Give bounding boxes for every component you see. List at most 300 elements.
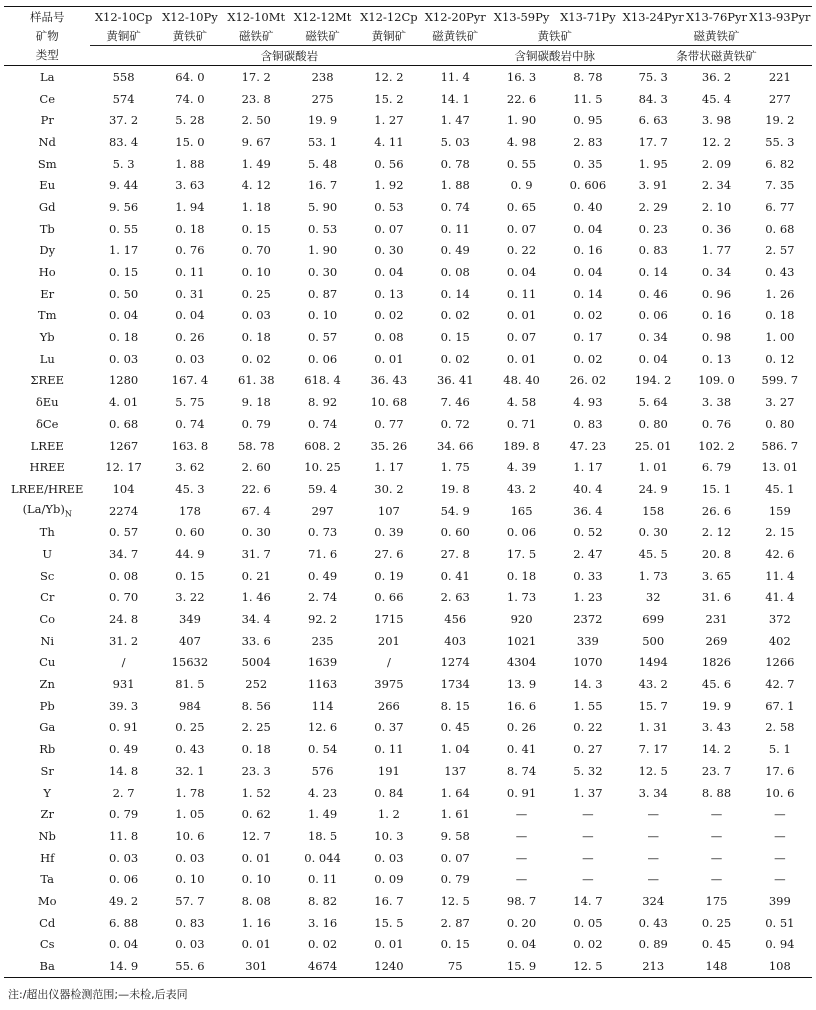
table-cell: 500: [642, 633, 665, 648]
table-cell: 1. 17: [108, 243, 139, 258]
table-cell: 17. 7: [638, 134, 668, 149]
table-cell: 1. 90: [506, 113, 537, 128]
table-cell: 0. 11: [506, 286, 537, 301]
row-label: [4, 66, 90, 88]
sample-header: X13-24Pyr: [622, 9, 684, 24]
table-cell: 0. 09: [374, 872, 404, 887]
table-cell: 0. 65: [506, 199, 537, 214]
table-cell: 3. 65: [701, 568, 732, 583]
row-label: [4, 890, 90, 912]
table-cell: 1. 47: [440, 113, 470, 128]
table-cell: 15. 1: [701, 481, 732, 496]
table-cell: 0. 11: [307, 872, 338, 887]
table-row: [4, 370, 812, 392]
table-cell: 167. 4: [171, 373, 209, 388]
table-cell: 0. 30: [307, 265, 338, 280]
table-cell: 0. 25: [701, 915, 732, 930]
table-cell: 558: [112, 69, 135, 84]
row-label: [4, 868, 90, 890]
table-cell: 0. 08: [108, 568, 139, 583]
table-row: [4, 88, 812, 110]
table-cell: 0. 18: [765, 308, 795, 323]
table-cell: 0. 01: [241, 937, 271, 952]
table-cell: —: [582, 828, 594, 843]
table-cell: 0. 07: [374, 221, 404, 236]
table-cell: 0. 74: [440, 199, 470, 214]
table-cell: 75: [422, 955, 488, 977]
table-cell: 16. 3: [506, 69, 537, 84]
table-cell: 1715: [374, 612, 404, 627]
row-label-text: Cs: [39, 937, 55, 952]
table-cell: 74. 0: [175, 91, 205, 106]
table-cell: 2. 12: [701, 525, 732, 540]
table-cell: 1. 88: [440, 178, 470, 193]
table-cell: 1. 95: [638, 156, 668, 171]
row-label: [4, 174, 90, 196]
table-cell: 12. 5: [440, 893, 470, 908]
table-cell: 0. 08: [374, 330, 404, 345]
table-cell: 1. 64: [440, 785, 470, 800]
table-cell: 0. 22: [573, 720, 603, 735]
row-label-text: Eu: [39, 178, 56, 193]
table-cell: 0. 02: [307, 937, 338, 952]
table-cell: 39. 3: [108, 698, 139, 713]
table-row: [4, 543, 812, 565]
table-cell: 201: [377, 633, 400, 648]
row-label: [4, 500, 90, 522]
table-row: [4, 868, 812, 890]
table-cell: 1266: [765, 655, 795, 670]
row-label-text: Zr: [40, 807, 54, 822]
table-cell: 301: [223, 955, 289, 977]
table-cell: 0. 20: [506, 915, 537, 930]
table-cell: 55. 6: [157, 955, 223, 977]
header-row-sample: [4, 7, 812, 27]
table-cell: 17. 6: [765, 763, 795, 778]
table-cell: 14. 7: [573, 893, 603, 908]
sample-header: X13-76Pyr: [685, 9, 748, 24]
table-cell: 0. 78: [440, 156, 470, 171]
table-row: [4, 760, 812, 782]
row-label-text: Lu: [39, 351, 55, 366]
row-label-text: Ho: [38, 265, 56, 280]
table-cell: 71. 6: [307, 546, 338, 561]
table-cell: 165: [510, 503, 533, 518]
table-cell: 0. 19: [374, 568, 404, 583]
table-cell: 1. 52: [241, 785, 271, 800]
table-cell: 137: [444, 763, 467, 778]
table-cell: /: [121, 655, 126, 670]
table-cell: 0. 04: [175, 308, 205, 323]
row-label: [4, 196, 90, 218]
row-label: [4, 478, 90, 500]
table-cell: 0. 03: [108, 850, 139, 865]
table-cell: 399: [768, 893, 791, 908]
table-cell: 0. 96: [701, 286, 732, 301]
table-cell: 54. 9: [440, 503, 470, 518]
row-label-text: Pr: [40, 113, 54, 128]
table-row: [4, 348, 812, 370]
table-cell: 0. 06: [108, 872, 139, 887]
table-cell: 0. 14: [638, 265, 668, 280]
row-label: [4, 435, 90, 457]
table-cell: 0. 01: [374, 351, 404, 366]
table-cell: 599. 7: [761, 373, 799, 388]
table-cell: 2. 10: [701, 199, 732, 214]
row-label: [4, 326, 90, 348]
table-cell: 324: [642, 893, 665, 908]
table-cell: 0. 03: [108, 351, 139, 366]
table-cell: —: [774, 807, 786, 822]
table-cell: 11. 5: [573, 91, 603, 106]
table-cell: 2. 09: [701, 156, 732, 171]
table-cell: 0. 18: [241, 742, 271, 757]
table-cell: 3. 63: [175, 178, 205, 193]
row-label: [4, 608, 90, 630]
row-label: [4, 695, 90, 717]
table-cell: 0. 79: [440, 872, 470, 887]
header-mineral-label: 矿物: [35, 28, 59, 43]
sample-header: X13-71Py: [560, 9, 616, 24]
table-cell: —: [710, 828, 723, 843]
table-cell: 42. 7: [765, 677, 795, 692]
table-cell: 576: [311, 763, 334, 778]
table-cell: —: [647, 850, 659, 865]
table-cell: 0. 07: [506, 330, 537, 345]
table-cell: 0. 18: [108, 330, 139, 345]
mineral-header: 磁黄铁矿: [621, 26, 812, 46]
table-cell: 17. 5: [506, 546, 537, 561]
mineral-header: 黄铁矿: [157, 26, 223, 46]
table-cell: 26. 02: [569, 373, 607, 388]
table-cell: 0. 26: [506, 720, 537, 735]
table-cell: 2. 87: [440, 915, 470, 930]
table-cell: 0. 03: [241, 308, 271, 323]
table-body: [4, 66, 812, 978]
table-cell: 252: [245, 677, 268, 692]
table-cell: 3. 91: [638, 178, 668, 193]
row-label: [4, 456, 90, 478]
table-cell: 2. 74: [307, 590, 338, 605]
table-cell: 238: [311, 69, 334, 84]
table-cell: 18. 5: [307, 828, 338, 843]
table-row: [4, 847, 812, 869]
row-label-text: Ta: [40, 872, 55, 887]
table-row: [4, 435, 812, 457]
table-cell: 10. 3: [374, 828, 404, 843]
row-label-text: ΣREE: [30, 373, 64, 388]
table-cell: 0. 02: [573, 308, 603, 323]
table-cell: 0. 35: [573, 156, 603, 171]
table-cell: 1. 05: [175, 807, 205, 822]
table-cell: 11. 4: [440, 69, 470, 84]
table-cell: 0. 04: [506, 937, 537, 952]
table-cell: 31. 6: [701, 590, 732, 605]
table-row: [4, 934, 812, 956]
table-cell: 45. 5: [638, 546, 668, 561]
table-cell: —: [515, 807, 528, 822]
table-cell: 0. 01: [506, 351, 537, 366]
table-cell: 5. 28: [175, 113, 205, 128]
table-cell: 0. 11: [175, 265, 205, 280]
table-cell: 0. 15: [241, 221, 271, 236]
table-cell: 0. 12: [765, 351, 795, 366]
table-cell: 108: [748, 955, 812, 977]
table-cell: 0. 41: [440, 568, 470, 583]
table-cell: 194. 2: [634, 373, 672, 388]
table-cell: 0. 15: [440, 937, 470, 952]
table-cell: 0. 23: [638, 221, 668, 236]
table-cell: 0. 60: [440, 525, 470, 540]
table-cell: 0. 31: [175, 286, 205, 301]
table-cell: 34. 7: [108, 546, 139, 561]
table-cell: 0. 80: [765, 416, 795, 431]
table-cell: 0. 18: [175, 221, 205, 236]
table-cell: 34. 4: [241, 612, 271, 627]
table-cell: 3. 43: [701, 720, 732, 735]
table-cell: 0. 04: [573, 221, 603, 236]
table-cell: 2. 83: [573, 134, 603, 149]
table-cell: 349: [178, 612, 201, 627]
table-cell: 0. 68: [765, 221, 795, 236]
table-cell: 1. 01: [638, 460, 668, 475]
table-cell: 0. 41: [506, 742, 537, 757]
table-cell: 0. 01: [506, 308, 537, 323]
table-cell: 931: [112, 677, 135, 692]
table-cell: 4674: [289, 955, 355, 977]
table-cell: 15. 7: [638, 698, 668, 713]
table-cell: 0. 02: [440, 351, 470, 366]
table-row: [4, 803, 812, 825]
table-cell: 0. 91: [108, 720, 139, 735]
row-label: [4, 955, 90, 977]
table-cell: 0. 40: [573, 199, 603, 214]
table-cell: 0. 11: [440, 221, 470, 236]
table-cell: —: [774, 872, 786, 887]
row-label: [4, 652, 90, 674]
table-cell: 1. 78: [175, 785, 205, 800]
table-cell: 0. 50: [108, 286, 139, 301]
table-cell: 20. 8: [701, 546, 732, 561]
sample-header: X13-59Py: [493, 9, 550, 24]
table-cell: —: [515, 828, 528, 843]
table-cell: 0. 37: [374, 720, 404, 735]
table-cell: 3. 22: [175, 590, 205, 605]
table-cell: 1. 26: [765, 286, 795, 301]
table-cell: 148: [685, 955, 747, 977]
table-cell: 984: [178, 698, 201, 713]
table-cell: —: [647, 807, 659, 822]
table-cell: 6. 77: [765, 199, 795, 214]
table-cell: 2. 58: [765, 720, 795, 735]
table-cell: 23. 3: [241, 763, 271, 778]
table-cell: 16. 6: [506, 698, 537, 713]
table-cell: 1. 27: [374, 113, 404, 128]
table-row: [4, 717, 812, 739]
table-cell: 84. 3: [638, 91, 668, 106]
table-cell: 1280: [108, 373, 139, 388]
row-label: [4, 912, 90, 934]
table-cell: 36. 41: [436, 373, 474, 388]
table-cell: 2. 15: [765, 525, 795, 540]
table-cell: 1. 73: [638, 568, 668, 583]
row-label: [4, 391, 90, 413]
row-label: [4, 283, 90, 305]
table-cell: —: [774, 850, 786, 865]
row-label: [4, 370, 90, 392]
table-cell: 0. 66: [374, 590, 404, 605]
table-cell: 0. 72: [440, 416, 470, 431]
table-cell: 0. 89: [638, 937, 668, 952]
mineral-header: 黄铁矿: [488, 26, 621, 46]
table-cell: 0. 36: [701, 221, 732, 236]
table-cell: 191: [377, 763, 400, 778]
table-cell: —: [582, 850, 594, 865]
table-cell: 159: [768, 503, 791, 518]
table-cell: 36. 4: [573, 503, 603, 518]
table-cell: 92. 2: [307, 612, 338, 627]
table-cell: 8. 15: [440, 698, 470, 713]
table-row: [4, 218, 812, 240]
table-cell: 15632: [171, 655, 209, 670]
table-cell: 1. 94: [175, 199, 205, 214]
table-row: [4, 413, 812, 435]
table-cell: 15. 5: [374, 915, 404, 930]
mineral-header: 磁铁矿: [223, 26, 289, 46]
table-cell: 0. 11: [374, 742, 404, 757]
table-cell: 43. 2: [638, 677, 668, 692]
table-cell: 0. 15: [175, 568, 205, 583]
table-cell: 30. 2: [374, 481, 404, 496]
table-cell: 67. 4: [241, 503, 271, 518]
table-cell: 0. 02: [241, 351, 271, 366]
table-cell: 0. 84: [374, 785, 404, 800]
table-cell: 0. 83: [638, 243, 668, 258]
table-cell: 158: [642, 503, 665, 518]
table-cell: 0. 73: [307, 525, 338, 540]
table-cell: 618. 4: [304, 373, 341, 388]
table-cell: 0. 07: [506, 221, 537, 236]
table-cell: 83. 4: [108, 134, 139, 149]
table-cell: 19. 2: [765, 113, 795, 128]
header-row-mineral: [4, 26, 812, 46]
type-header: 含铜碳酸岩中脉: [488, 46, 621, 66]
table-cell: 0. 51: [765, 915, 795, 930]
row-label: [4, 88, 90, 110]
table-cell: 13. 9: [506, 677, 537, 692]
table-cell: 2. 47: [573, 546, 603, 561]
geochemistry-table: [4, 6, 812, 978]
table-cell: 1. 46: [241, 590, 271, 605]
table-cell: 1. 17: [374, 460, 404, 475]
table-cell: 6. 79: [701, 460, 732, 475]
table-cell: 0. 02: [573, 351, 603, 366]
type-header: 含铜碳酸岩: [90, 46, 488, 66]
table-cell: 0. 49: [307, 568, 338, 583]
table-cell: 0. 17: [573, 330, 603, 345]
table-cell: 1. 61: [440, 807, 470, 822]
row-label: [4, 565, 90, 587]
table-cell: 0. 10: [307, 308, 338, 323]
table-cell: 4. 39: [506, 460, 537, 475]
table-cell: /: [386, 655, 391, 670]
table-cell: 0. 68: [108, 416, 139, 431]
table-row: [4, 825, 812, 847]
table-cell: 0. 30: [241, 525, 271, 540]
table-cell: 1826: [701, 655, 732, 670]
sample-header: X12-12Cp: [360, 9, 418, 24]
table-cell: 1734: [440, 677, 470, 692]
data-table-container: [4, 6, 812, 978]
table-cell: 107: [377, 503, 400, 518]
table-cell: 0. 15: [440, 330, 470, 345]
table-cell: 0. 27: [573, 742, 603, 757]
table-cell: 0. 04: [638, 351, 668, 366]
table-cell: 4304: [506, 655, 537, 670]
table-row: [4, 283, 812, 305]
type-header: 条带状磁黄铁矿: [621, 46, 812, 66]
table-cell: 0. 02: [374, 308, 404, 323]
table-cell: 0. 52: [573, 525, 603, 540]
table-cell: 0. 62: [241, 807, 271, 822]
mineral-header: 黄铜矿: [356, 26, 422, 46]
table-cell: 10. 68: [370, 395, 408, 410]
table-cell: —: [582, 807, 594, 822]
table-cell: 12. 5: [638, 763, 668, 778]
table-cell: 266: [377, 698, 400, 713]
row-label: [4, 305, 90, 327]
row-label: [4, 261, 90, 283]
table-row: [4, 153, 812, 175]
table-cell: 64. 0: [175, 69, 205, 84]
table-row: [4, 738, 812, 760]
row-label: [4, 630, 90, 652]
table-cell: 4. 58: [506, 395, 537, 410]
row-label-text: Th: [39, 525, 55, 540]
row-label-text: Gd: [38, 199, 56, 214]
table-cell: 0. 45: [701, 937, 732, 952]
table-cell: 0. 30: [374, 243, 404, 258]
table-cell: 32. 1: [175, 763, 205, 778]
table-cell: 24. 9: [638, 481, 668, 496]
table-cell: 2. 25: [241, 720, 271, 735]
table-cell: 5. 03: [440, 134, 470, 149]
table-cell: 407: [178, 633, 201, 648]
table-cell: 1. 92: [374, 178, 404, 193]
table-cell: 27. 8: [440, 546, 470, 561]
table-cell: 102. 2: [698, 438, 735, 453]
table-row: [4, 500, 812, 522]
table-cell: 36. 2: [701, 69, 732, 84]
table-cell: 1163: [307, 677, 338, 692]
row-label-text: Ce: [39, 91, 56, 106]
row-label-text: Cr: [40, 590, 55, 605]
table-cell: 1. 77: [701, 243, 732, 258]
table-cell: 22. 6: [241, 481, 271, 496]
table-cell: 58. 78: [237, 438, 275, 453]
table-cell: 0. 044: [304, 850, 341, 865]
table-cell: 1494: [638, 655, 668, 670]
table-cell: 14. 8: [108, 763, 139, 778]
table-cell: 0. 9: [510, 178, 533, 193]
row-label-text: Ba: [39, 959, 55, 974]
table-cell: 178: [178, 503, 201, 518]
table-cell: 45. 1: [765, 481, 795, 496]
table-cell: 1. 31: [638, 720, 668, 735]
table-cell: —: [515, 850, 528, 865]
table-cell: 45. 3: [175, 481, 205, 496]
table-cell: 48. 40: [503, 373, 540, 388]
